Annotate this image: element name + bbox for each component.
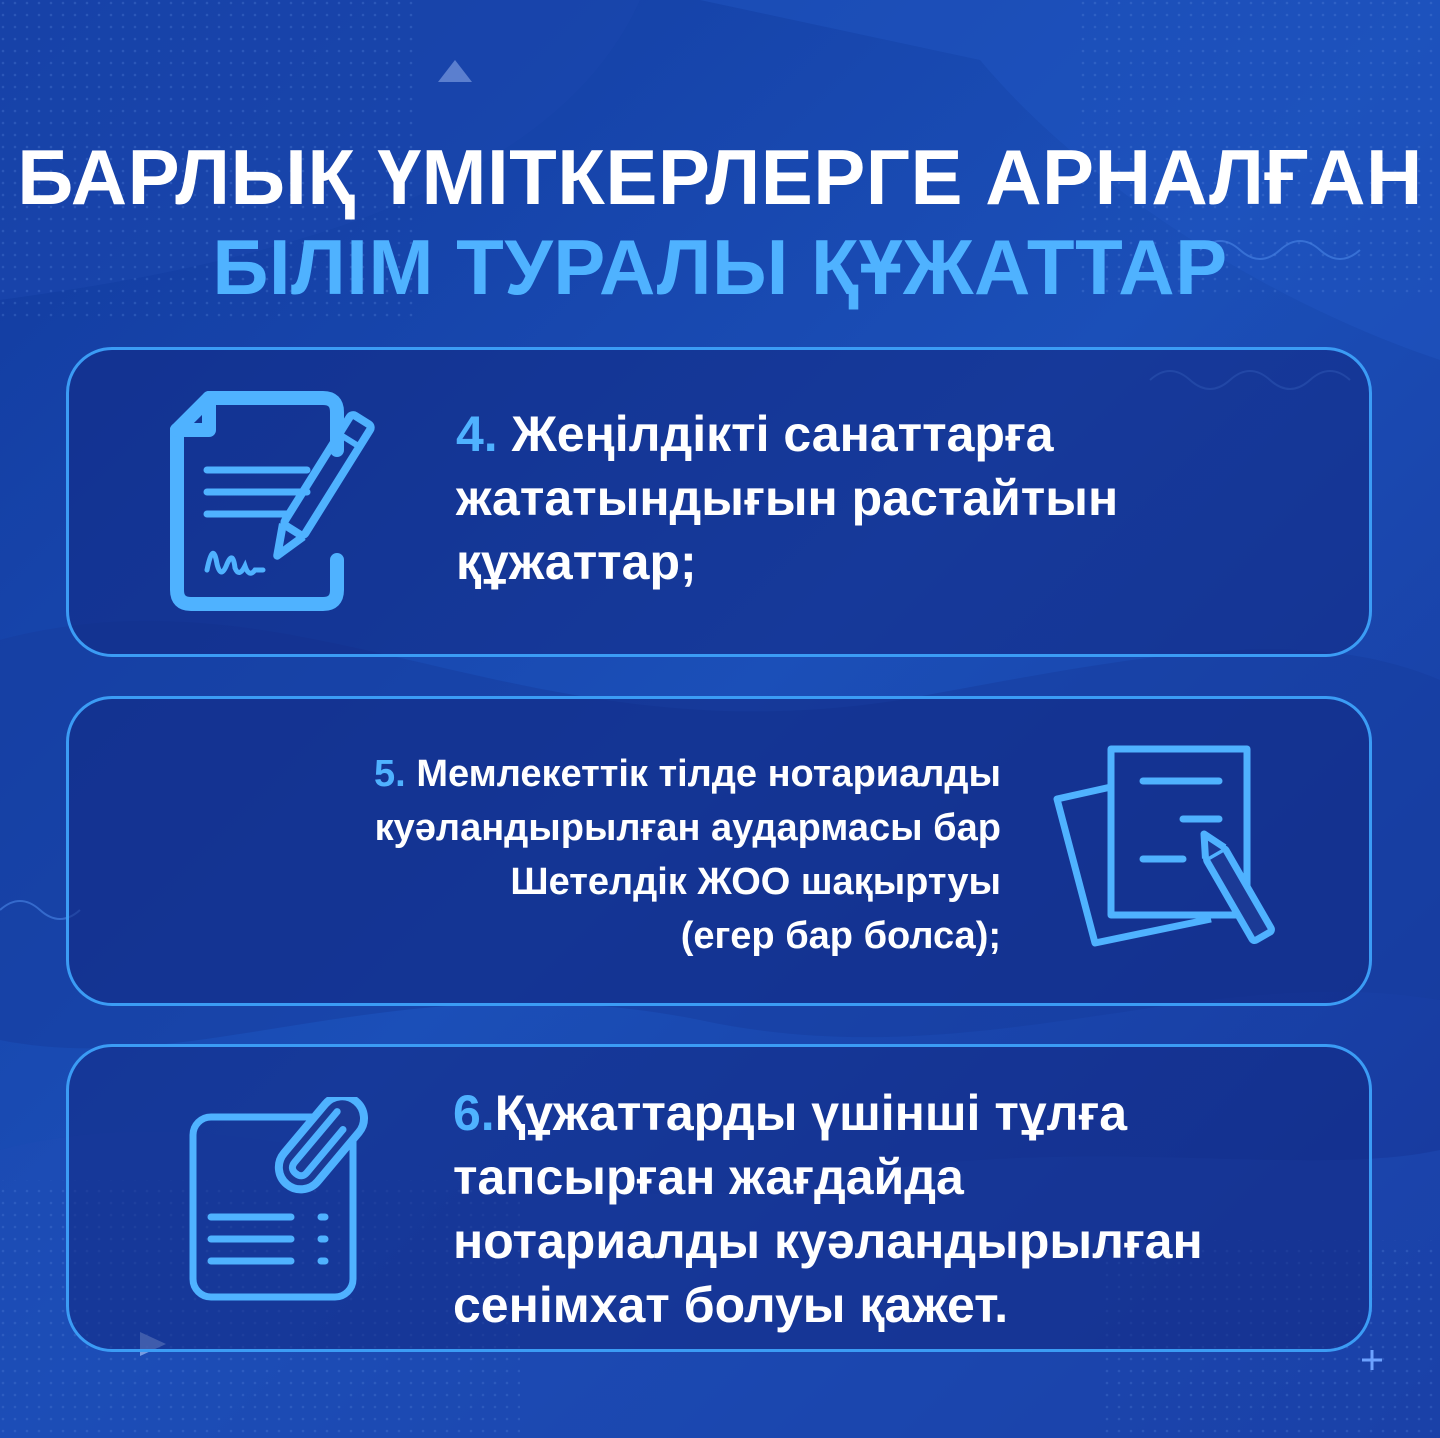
item-6-line-4: сенімхат болуы қажет. [453,1277,1009,1333]
item-6-line-3: нотариалды куәландырылған [453,1213,1203,1269]
item-5-line-1: Мемлекеттік тілде нотариалды [416,753,1001,795]
item-card-4 [66,347,1372,657]
item-5-line-4: (егер бар болса); [680,915,1001,957]
item-5-line-2: куәландырылған аудармасы бар [374,807,1001,849]
item-6-text [453,1081,1333,1337]
item-6-line-1: Құжаттарды үшінші тұлға [494,1085,1128,1141]
item-6-line-2: тапсырған жағдайда [453,1149,964,1205]
documents-pen-icon [1051,743,1281,963]
item-5-line-3: Шетелдік ЖОО шақыртуы [510,861,1001,903]
clipped-document-icon [183,1097,393,1307]
item-card-6 [66,1044,1372,1352]
item-4-line-2: жататындығын растайтын [456,470,1119,526]
item-4-line-1: Жеңілдікті санаттарға [511,406,1054,462]
item-5-text [229,747,1001,963]
item-4-text [456,402,1316,594]
item-6-number: 6. [453,1085,495,1141]
item-4-number: 4. [456,406,498,462]
item-card-5 [66,696,1372,1006]
item-5-number: 5. [374,753,406,795]
title-line-2: БІЛІМ ТУРАЛЫ ҚҰЖАТТАР [212,223,1228,311]
item-4-line-3: құжаттар; [456,534,697,590]
title-line-1: БАРЛЫҚ ҮМІТКЕРЛЕРГЕ АРНАЛҒАН [17,133,1423,221]
signed-document-pen-icon [167,390,397,620]
